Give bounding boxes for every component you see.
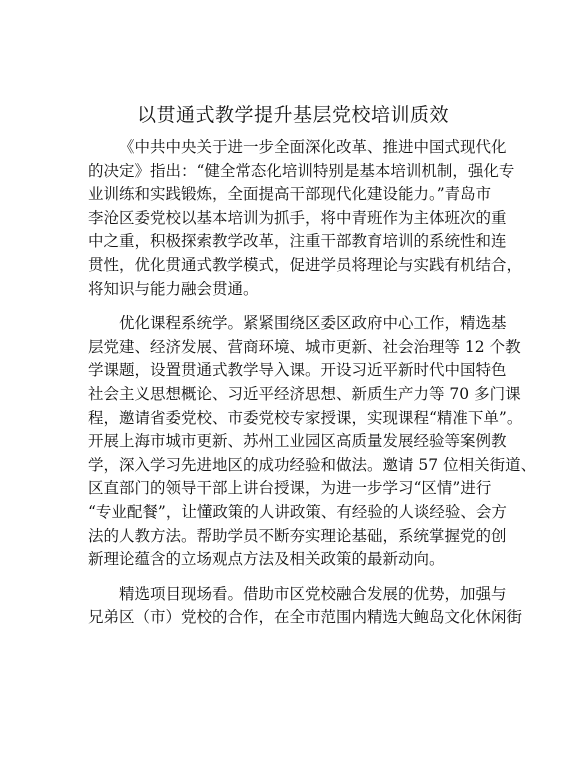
paragraph-line: 学，深入学习先进地区的成功经验和做法。邀请 57 位相关街道、 (88, 455, 537, 474)
paragraph-1 (88, 136, 523, 301)
paragraph-line: 区直部门的领导干部上讲台授课，为进一步学习“区情”进行 (88, 479, 492, 498)
paragraph-line: 将知识与能力融会贯通。 (88, 279, 259, 298)
paragraph-line: 新理论蕴含的立场观点方法及相关政策的最新动向。 (88, 550, 445, 569)
paragraph-line: 李沧区委党校以基本培训为抓手，将中青班作为主体班次的重 (88, 208, 507, 227)
paragraph-line: “专业配餐”，让懂政策的人讲政策、有经验的人谈经验、会方 (88, 502, 507, 521)
paragraph-line: 社会主义思想概论、习近平经济思想、新质生产力等 70 多门课 (88, 384, 521, 403)
paragraph-3 (88, 583, 523, 630)
paragraph-line: 兄弟区（市）党校的合作，在全市范围内精选大鲍岛文化休闲街 (88, 608, 523, 627)
paragraph-line: 学课题，设置贯通式教学导入课。开设习近平新时代中国特色 (88, 361, 507, 380)
paragraph-2 (88, 312, 537, 572)
paragraph-line: 层党建、经济发展、营商环境、城市更新、社会治理等 12 个教 (88, 337, 521, 356)
paragraph-line: 法的人教方法。帮助学员不断夯实理论基础，系统掌握党的创 (88, 526, 507, 545)
paragraph-line: 程，邀请省委党校、市委党校专家授课，实现课程“精准下单”。 (88, 408, 523, 427)
paragraph-line: 贯性，优化贯通式教学模式，促进学员将理论与实践有机结合， (88, 255, 523, 274)
paragraph-line: 开展上海市城市更新、苏州工业园区高质量发展经验等案例教 (88, 432, 507, 451)
document-title: 以贯通式教学提升基层党校培训质效 (136, 104, 449, 126)
paragraph-line: 业训练和实践锻炼，全面提高干部现代化建设能力。”青岛市 (88, 185, 492, 204)
paragraph-spacer (88, 572, 508, 583)
document-body (88, 136, 537, 630)
paragraph-line: 优化课程系统学。紧紧围绕区委区政府中心工作，精选基 (119, 314, 507, 333)
paragraph-line: 中之重，积极探索教学改革，注重干部教育培训的系统性和连 (88, 232, 507, 251)
paragraph-line: 《中共中央关于进一步全面深化改革、推进中国式现代化 (119, 138, 507, 156)
paragraph-line: 精选项目现场看。借助市区党校融合发展的优势，加强与 (119, 584, 507, 603)
paragraph-spacer (88, 301, 508, 312)
paragraph-line: 的决定》指出：“健全常态化培训特别是基本培训机制，强化专 (88, 161, 515, 180)
